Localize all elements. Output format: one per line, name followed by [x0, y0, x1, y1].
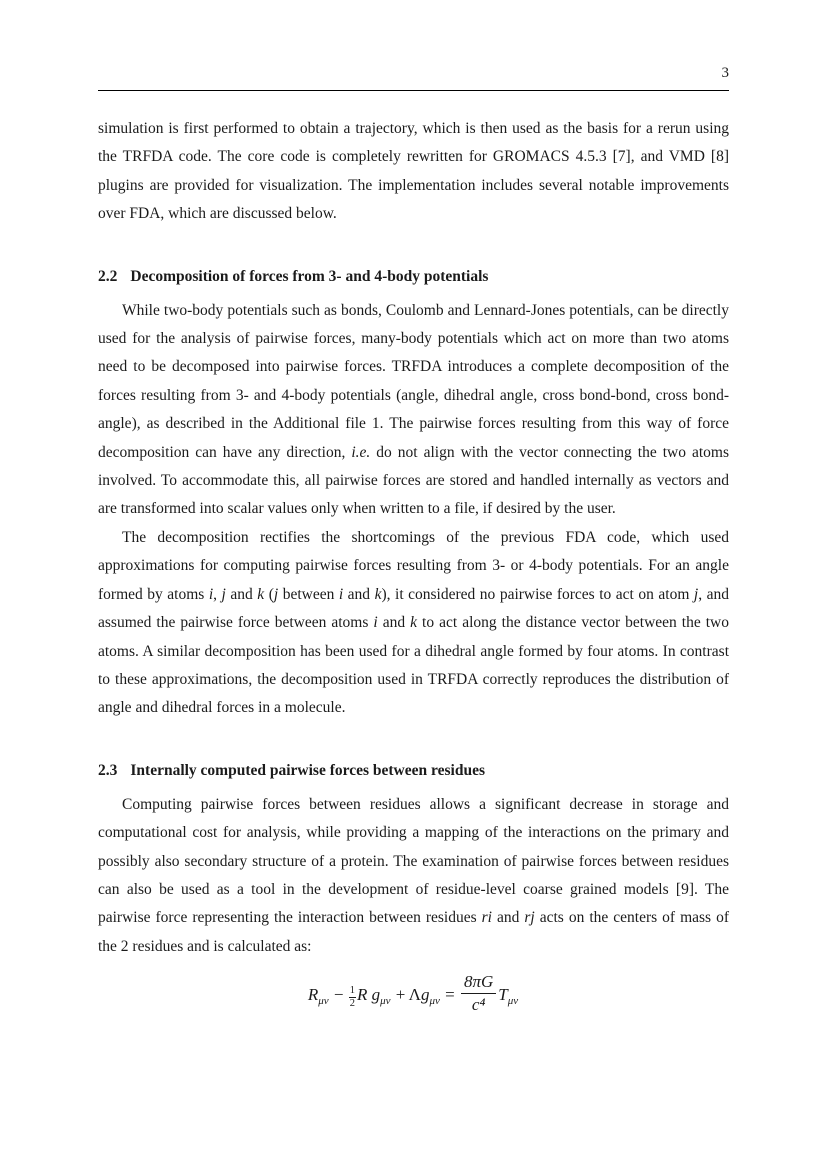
fraction: $\frac{8\pi G}{\text{c⁴}}$ [461, 972, 496, 1014]
section-title: Internally computed pairwise forces between residues [130, 761, 485, 779]
section-number: 2.3 [98, 761, 118, 779]
section-number: 2.2 [98, 267, 118, 285]
page-number: 3 [721, 65, 729, 81]
page-body [98, 115, 729, 1017]
section-heading-2-3 [98, 759, 729, 783]
display-equation: $R_{\mu\nu}$ − $\frac{1}{2}$ R $g_{\mu\nu} + \Lambda g_{\mu\nu}$ = $\frac{8\pi G}{\text{c⁴}}$ $T_{\mu\nu}$ [307, 972, 519, 1014]
paragraph-decomposition-2: The decomposition rectifies the shortcomings of the previous FDA code, which used approximations for computing pairwise forces resulting from 3- or 4-body potentials. For an angle formed by atoms i, j and k (j between i and k), it considered no pairwise forces to act on atom j, and assumed the pairwise force between atoms i and k to act along the distance vector between the two atoms. A similar decomposition has been used for a dihedral angle formed by four atoms. In contrast to these approximations, the decomposition used in TRFDA correctly reproduces the distribution of angle and dihedral forces in a molecule. [98, 528, 729, 717]
section-heading-2-2 [98, 265, 729, 289]
paragraph-intro: simulation is first performed to obtain a trajectory, which is then used as the basis for a rerun using the TRFDA code. The core code is completely rewritten for GROMACS 4.5.3 [7], and VMD [8] plugins are provided for visualization. The implementation includes several notable improvements over FDA, which are discussed below. [98, 120, 729, 223]
fraction: $\frac{1}{2}$ [349, 984, 355, 1009]
page-header [98, 0, 729, 91]
paragraph-residues: Computing pairwise forces between residues allows a significant decrease in storage and computational cost for analysis, while providing a mapping of the interactions on the primary and possibly also secondary structure of a protein. The examination of pairwise forces between residues can also be used as a tool in the development of residue-level coarse grained models [9]. The pairwise force representing the interaction between residues ri and rj acts on the centers of mass of the 2 residues and is calculated as: [98, 795, 729, 955]
paragraph-decomposition-1: While two-body potentials such as bonds, Coulomb and Lennard-Jones potentials, can be directly used for the analysis of pairwise forces, many-body potentials which act on more than two atoms need to be decomposed into pairwise forces. TRFDA introduces a complete decomposition of the forces resulting from 3- and 4-body potentials (angle, dihedral angle, cross bond-bond, cross bond-angle), as described in the Additional file 1. The pairwise forces resulting from this way of force decomposition can have any direction, i.e. do not align with the vector connecting the two atoms involved. To accommodate this, all pairwise forces are stored and handled internally as vectors and are transformed into scalar values only when written to a file, if desired by the user. [98, 301, 729, 518]
section-title: Decomposition of forces from 3- and 4-body potentials [130, 267, 489, 285]
